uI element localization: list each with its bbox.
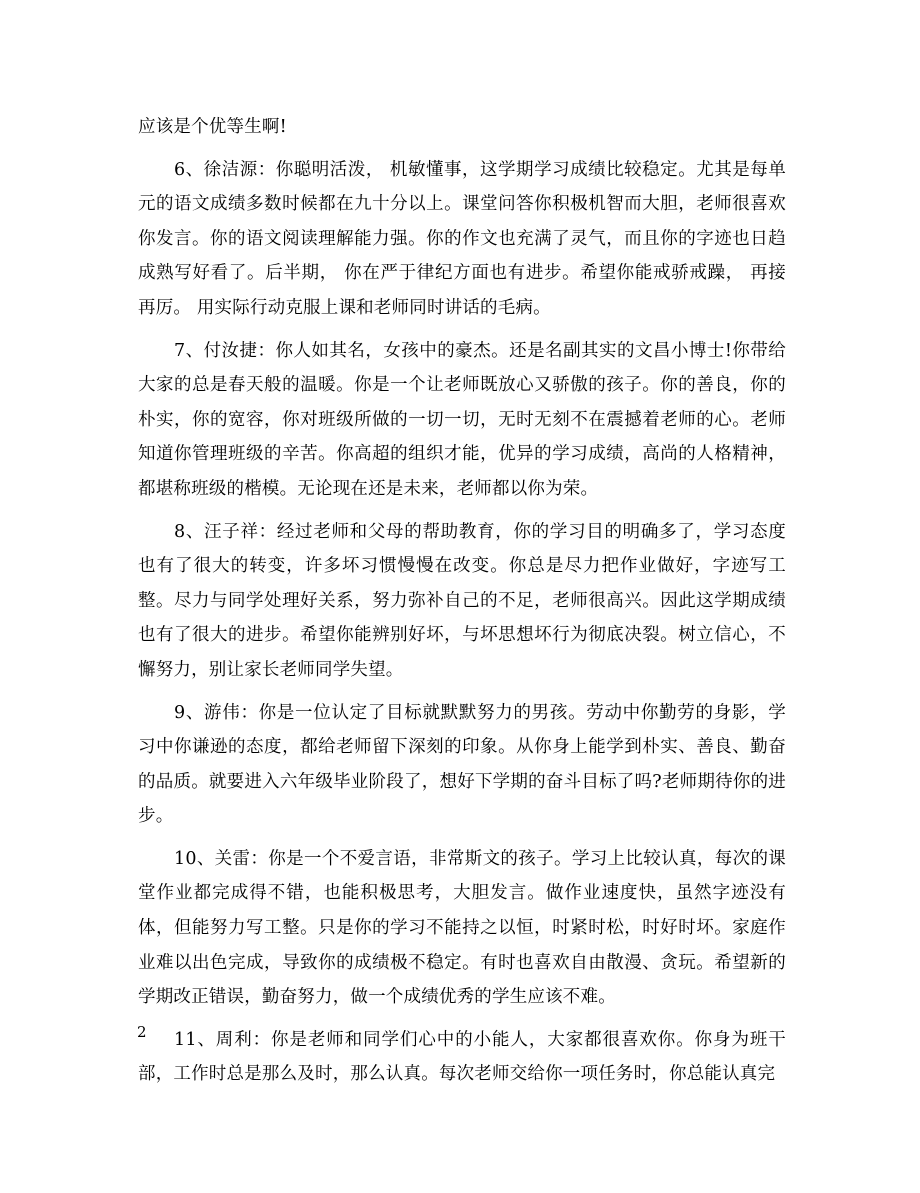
paragraph-continuation: 应该是个优等生啊! [138, 117, 287, 137]
paragraph-comment-11: 11、周利：你是老师和同学们心中的小能人，大家都很喜欢你。你身为班干部，工作时总是那么及时，那么认真。每次老师交给你一项任务时，你总能认真完 [138, 1029, 786, 1085]
paragraph-comment-9: 9、游伟：你是一位认定了目标就默默努力的男孩。劳动中你勤劳的身影，学习中你谦逊的态度，都给老师留下深刻的印象。从你身上能学到朴实、善良、勤奋的品质。就要进入六年级毕业阶段了，想好下学期的奋斗目标了吗?老师期待你的进步。 [138, 702, 786, 827]
paragraph-comment-8: 8、汪子祥：经过老师和父母的帮助教育，你的学习目的明确多了，学习态度也有了很大的转变，许多坏习惯慢慢在改变。你总是尽力把作业做好，字迹写工整。尽力与同学处理好关系，努力弥补自己的不足，老师很高兴。因此这学期成绩也有了很大的进步。希望你能辨别好坏，与坏思想坏行为彻底决裂。树立信心，不懈努力，别让家长老师同学失望。 [138, 521, 786, 680]
paragraph-comment-10: 10、关雷：你是一个不爱言语，非常斯文的孩子。学习上比较认真，每次的课堂作业都完成得不错，也能积极思考，大胆发言。做作业速度快，虽然字迹没有体，但能努力写工整。只是你的学习不能持之以恒，时紧时松，时好时坏。家庭作业难以出色完成，导致你的成绩极不稳定。有时也喜欢自由散漫、贪玩。希望新的学期改正错误，勤奋努力，做一个成绩优秀的学生应该不难。 [138, 848, 786, 1008]
page-number: 2 [137, 1023, 147, 1041]
paragraph-comment-7: 7、付汝捷：你人如其名，女孩中的豪杰。还是名副其实的文昌小博士!你带给大家的总是春天般的温暖。你是一个让老师既放心又骄傲的孩子。你的善良，你的朴实，你的宽容，你对班级所做的一切一切，无时无刻不在震撼着老师的心。老师知道你管理班级的辛苦。你高超的组织才能，优异的学习成绩，高尚的人格精神，都堪称班级的楷模。无论现在还是未来，老师都以你为荣。 [138, 340, 786, 499]
paragraph-comment-6: 6、徐洁源：你聪明活泼， 机敏懂事，这学期学习成绩比较稳定。尤其是每单元的语文成绩多数时候都在九十分以上。课堂问答你积极机智而大胆，老师很喜欢你发言。你的语文阅读理解能力强。你的作文也充满了灵气，而且你的字迹也日趋成熟写好看了。后半期， 你在严于律纪方面也有进步。希望你能戒骄戒躁， 再接再厉。 用实际行动克服上课和老师同时讲话的毛病。 [138, 159, 786, 318]
body-text [138, 110, 786, 1100]
